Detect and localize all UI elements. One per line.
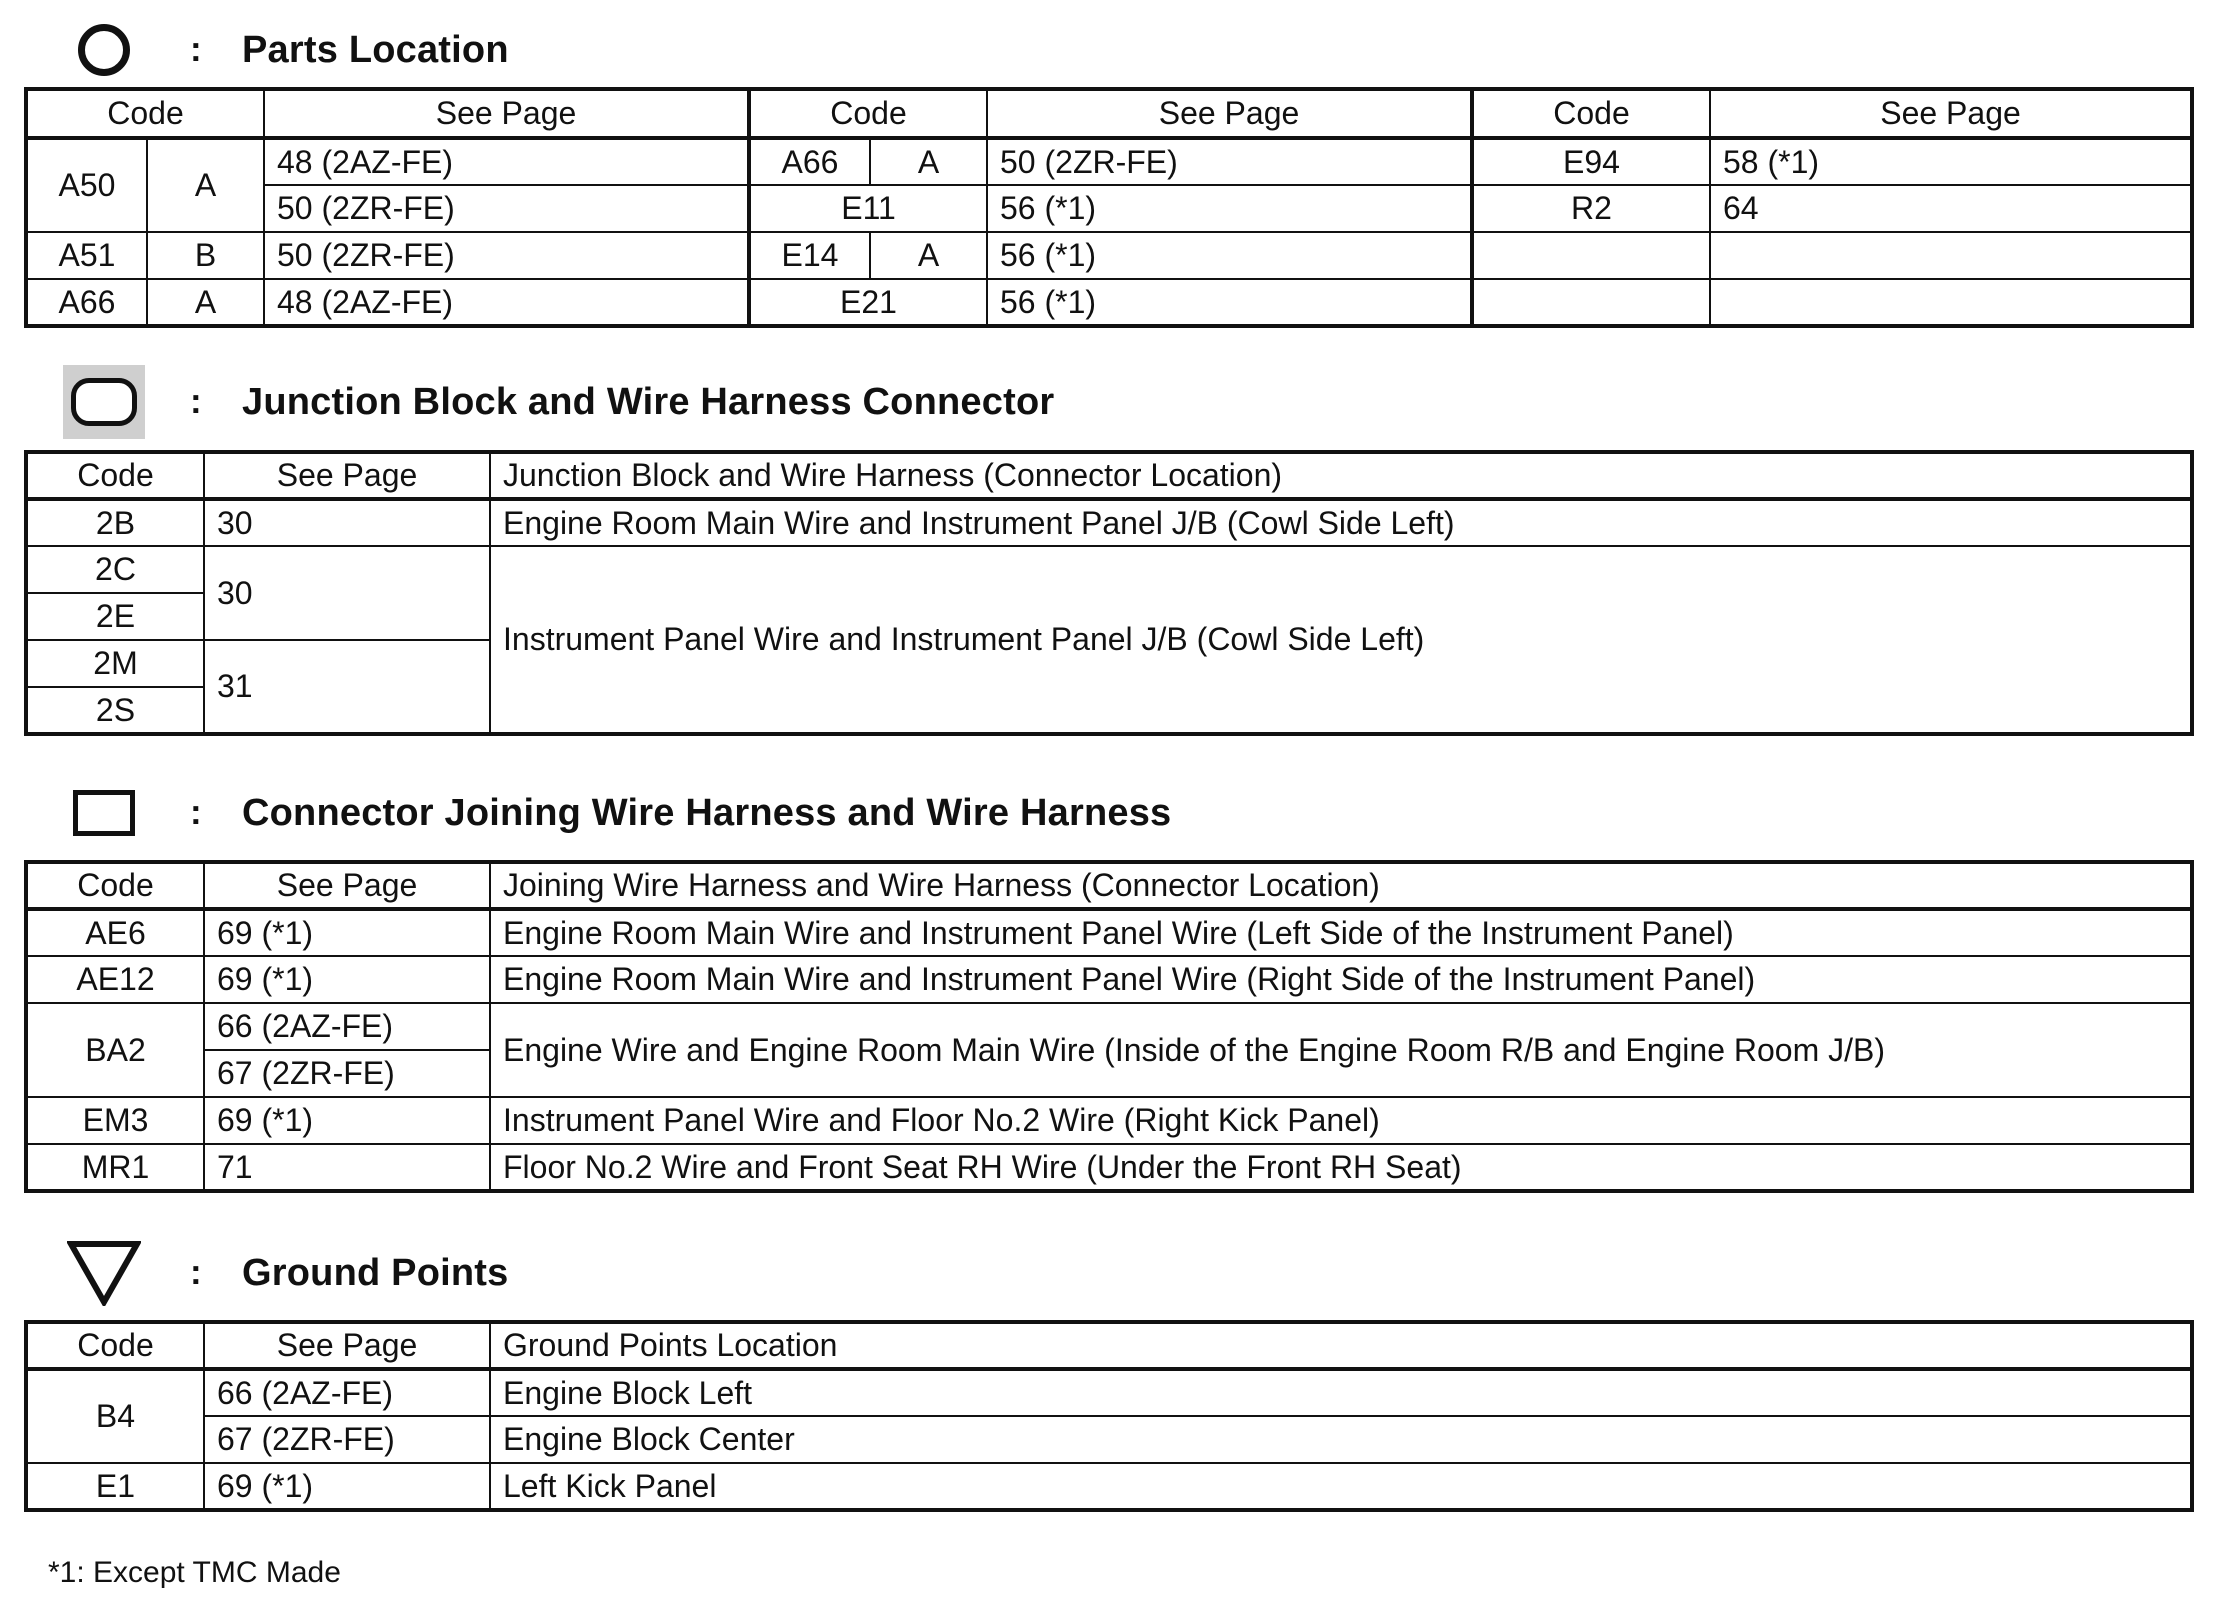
see-page-cell: 58 (*1) <box>1710 138 2192 185</box>
see-page-cell: 66 (2AZ-FE) <box>204 1369 490 1416</box>
junction-block-table <box>24 450 2194 736</box>
column-header-location: Joining Wire Harness and Wire Harness (Connector Location) <box>490 862 2192 909</box>
table-header-row <box>26 1322 2192 1369</box>
column-header-see-page: See Page <box>204 1322 490 1369</box>
column-header-code: Code <box>749 89 987 138</box>
column-header-code: Code <box>26 1322 204 1369</box>
see-page-cell <box>1710 232 2192 279</box>
location-cell: Engine Room Main Wire and Instrument Panel Wire (Right Side of the Instrument Panel) <box>490 956 2192 1003</box>
code-suffix-cell: A <box>147 138 264 232</box>
see-page-cell: 67 (2ZR-FE) <box>204 1416 490 1463</box>
table-row <box>26 1003 2192 1050</box>
code-cell: E21 <box>749 279 987 326</box>
code-cell: AE12 <box>26 956 204 1003</box>
location-cell: Instrument Panel Wire and Floor No.2 Wire (Right Kick Panel) <box>490 1097 2192 1144</box>
junction-block-heading <box>58 356 1054 448</box>
table-row <box>26 1097 2192 1144</box>
ground-points-title: Ground Points <box>242 1251 509 1294</box>
connector-joining-heading <box>58 767 1171 859</box>
code-cell: B4 <box>26 1369 204 1463</box>
code-suffix-cell: A <box>147 279 264 326</box>
junction-block-title: Junction Block and Wire Harness Connector <box>242 380 1055 423</box>
ground-points-heading <box>58 1227 508 1319</box>
see-page-cell: 30 <box>204 499 490 546</box>
table-header-row <box>26 89 2192 138</box>
see-page-cell: 50 (2ZR-FE) <box>264 185 749 232</box>
ground-points-table <box>24 1320 2194 1512</box>
code-cell: MR1 <box>26 1144 204 1191</box>
code-suffix-cell: A <box>870 138 987 185</box>
junction-block-icon <box>63 365 145 439</box>
column-header-code: Code <box>26 89 264 138</box>
see-page-cell: 56 (*1) <box>987 279 1472 326</box>
code-cell: A66 <box>26 279 147 326</box>
connector-joining-table <box>24 860 2194 1193</box>
heading-colon: : <box>190 1253 202 1292</box>
table-row <box>26 279 2192 326</box>
column-header-location: Junction Block and Wire Harness (Connector Location) <box>490 452 2192 499</box>
code-cell <box>1472 232 1710 279</box>
table-row <box>26 909 2192 956</box>
heading-colon: : <box>190 382 202 421</box>
code-cell: 2S <box>26 687 204 734</box>
column-header-see-page: See Page <box>204 452 490 499</box>
rectangle-connector-icon <box>73 790 135 836</box>
see-page-cell: 50 (2ZR-FE) <box>987 138 1472 185</box>
see-page-cell: 69 (*1) <box>204 1463 490 1510</box>
see-page-cell: 30 <box>204 546 490 640</box>
code-cell: R2 <box>1472 185 1710 232</box>
location-cell: Instrument Panel Wire and Instrument Panel J/B (Cowl Side Left) <box>490 546 2192 734</box>
triangle-ground-icon <box>67 1240 141 1306</box>
code-cell: 2E <box>26 593 204 640</box>
code-cell: 2M <box>26 640 204 687</box>
code-cell: A66 <box>749 138 870 185</box>
code-cell: BA2 <box>26 1003 204 1097</box>
code-cell: A51 <box>26 232 147 279</box>
table-row <box>26 1463 2192 1510</box>
column-header-see-page: See Page <box>987 89 1472 138</box>
heading-colon: : <box>190 793 202 832</box>
see-page-cell: 69 (*1) <box>204 909 490 956</box>
column-header-code: Code <box>1472 89 1710 138</box>
column-header-location: Ground Points Location <box>490 1322 2192 1369</box>
table-row <box>26 499 2192 546</box>
column-header-see-page: See Page <box>204 862 490 909</box>
see-page-cell: 48 (2AZ-FE) <box>264 138 749 185</box>
code-suffix-cell: A <box>870 232 987 279</box>
location-cell: Engine Room Main Wire and Instrument Panel Wire (Left Side of the Instrument Panel) <box>490 909 2192 956</box>
location-cell: Floor No.2 Wire and Front Seat RH Wire (Under the Front RH Seat) <box>490 1144 2192 1191</box>
see-page-cell: 48 (2AZ-FE) <box>264 279 749 326</box>
table-header-row <box>26 862 2192 909</box>
code-cell: E1 <box>26 1463 204 1510</box>
parts-location-heading <box>58 4 509 96</box>
connector-joining-title: Connector Joining Wire Harness and Wire Harness <box>242 791 1172 834</box>
see-page-cell: 50 (2ZR-FE) <box>264 232 749 279</box>
table-row <box>26 1144 2192 1191</box>
code-cell: 2C <box>26 546 204 593</box>
code-suffix-cell: B <box>147 232 264 279</box>
column-header-code: Code <box>26 862 204 909</box>
table-row <box>26 1369 2192 1416</box>
see-page-cell <box>1710 279 2192 326</box>
parts-location-title: Parts Location <box>242 28 509 71</box>
see-page-cell: 67 (2ZR-FE) <box>204 1050 490 1097</box>
see-page-cell: 56 (*1) <box>987 232 1472 279</box>
heading-colon: : <box>190 30 202 69</box>
parts-location-table <box>24 87 2194 328</box>
code-cell: E11 <box>749 185 987 232</box>
column-header-see-page: See Page <box>264 89 749 138</box>
location-cell: Engine Block Left <box>490 1369 2192 1416</box>
table-row <box>26 138 2192 185</box>
table-row <box>26 956 2192 1003</box>
table-row <box>26 185 2192 232</box>
table-row <box>26 1416 2192 1463</box>
see-page-cell: 56 (*1) <box>987 185 1472 232</box>
location-cell: Engine Wire and Engine Room Main Wire (Inside of the Engine Room R/B and Engine Room J/B) <box>490 1003 2192 1097</box>
see-page-cell: 66 (2AZ-FE) <box>204 1003 490 1050</box>
table-row <box>26 232 2192 279</box>
location-cell: Left Kick Panel <box>490 1463 2192 1510</box>
code-cell: AE6 <box>26 909 204 956</box>
footnote: *1: Except TMC Made <box>48 1556 341 1589</box>
location-cell: Engine Block Center <box>490 1416 2192 1463</box>
location-cell: Engine Room Main Wire and Instrument Panel J/B (Cowl Side Left) <box>490 499 2192 546</box>
code-cell: A50 <box>26 138 147 232</box>
column-header-code: Code <box>26 452 204 499</box>
see-page-cell: 31 <box>204 640 490 734</box>
code-cell: E94 <box>1472 138 1710 185</box>
table-header-row <box>26 452 2192 499</box>
circle-icon <box>78 24 130 76</box>
table-row <box>26 546 2192 593</box>
code-cell: EM3 <box>26 1097 204 1144</box>
see-page-cell: 69 (*1) <box>204 956 490 1003</box>
code-cell: 2B <box>26 499 204 546</box>
column-header-see-page: See Page <box>1710 89 2192 138</box>
see-page-cell: 64 <box>1710 185 2192 232</box>
code-cell: E14 <box>749 232 870 279</box>
see-page-cell: 69 (*1) <box>204 1097 490 1144</box>
see-page-cell: 71 <box>204 1144 490 1191</box>
code-cell <box>1472 279 1710 326</box>
